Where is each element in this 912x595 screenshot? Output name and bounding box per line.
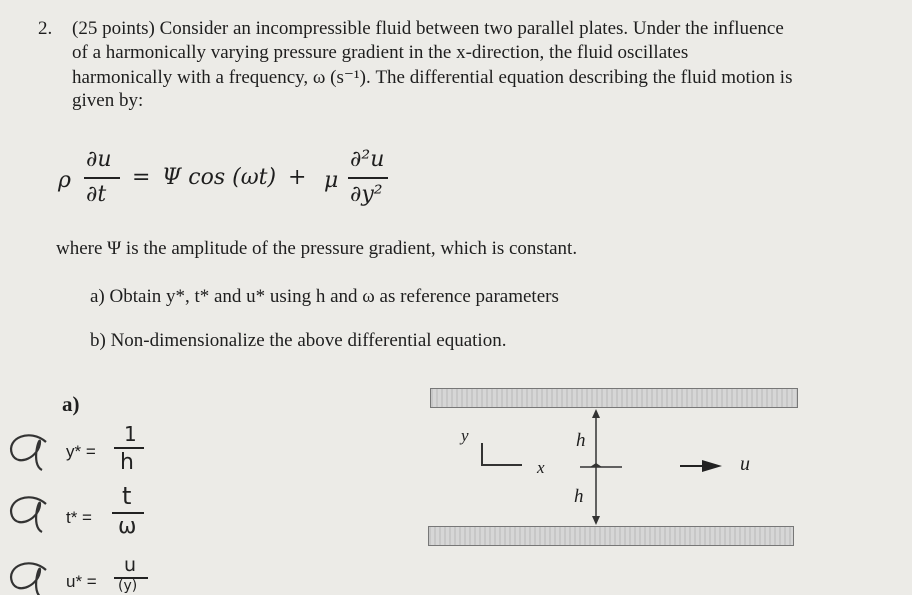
eq-rhs-fraction-bar <box>348 177 388 179</box>
eq-rho: ρ <box>58 168 71 193</box>
eq-rhs-numerator: ∂²u <box>350 147 385 172</box>
eq-plus: + <box>288 165 307 190</box>
axis-corner <box>482 443 522 465</box>
problem-text-line-3: harmonically with a frequency, ω (s⁻¹). The differential equation describing the fluid motion is <box>72 67 793 88</box>
eq-lhs-numerator: ∂u <box>86 147 112 172</box>
handwritten-mark-2 <box>11 497 46 532</box>
x-axis-label: x <box>537 458 545 477</box>
y-axis-label: y <box>461 426 469 445</box>
h-bottom-label: h <box>574 486 584 507</box>
eq-equals: = <box>132 165 151 190</box>
u-star-label: u* = <box>66 572 97 591</box>
u-velocity-label: u <box>740 453 750 475</box>
y-star-fraction-bar <box>114 447 144 449</box>
h-top-label: h <box>576 430 586 451</box>
y-star-label: y* = <box>66 442 96 461</box>
where-text: where Ψ is the amplitude of the pressure gradient, which is constant. <box>56 238 578 259</box>
h-top-arrowhead <box>592 409 600 418</box>
h-bottom-arrowhead <box>592 516 600 525</box>
handwritten-mark-1 <box>11 435 46 470</box>
problem-text-line-4: given by: <box>72 90 144 111</box>
eq-mu: μ <box>324 168 339 193</box>
problem-number: 2. <box>38 18 53 39</box>
u-star-numerator: u <box>124 554 137 576</box>
bottom-plate <box>428 526 794 546</box>
u-star-denominator: (y) <box>118 578 138 594</box>
center-tick <box>590 463 602 467</box>
y-star-numerator: 1 <box>124 422 137 446</box>
eq-rhs-denominator: ∂y² <box>350 182 383 207</box>
t-star-denominator: ω <box>118 514 137 539</box>
eq-psi-term: Ψ cos (ωt) <box>162 165 277 190</box>
part-b-text: b) Non-dimensionalize the above differential equation. <box>90 330 507 351</box>
handwritten-mark-3 <box>11 563 46 595</box>
eq-lhs-denominator: ∂t <box>86 182 107 207</box>
problem-text-line-1: (25 points) Consider an incompressible fluid between two parallel plates. Under the influence <box>72 18 784 39</box>
eq-lhs-fraction-bar <box>84 177 120 179</box>
handwritten-marks <box>0 420 60 595</box>
problem-text-line-2: of a harmonically varying pressure gradient in the x-direction, the fluid oscillates <box>72 42 689 63</box>
part-a-text: a) Obtain y*, t* and u* using h and ω as reference parameters <box>90 286 559 307</box>
answer-label: a) <box>62 392 80 416</box>
t-star-numerator: t <box>122 482 132 510</box>
y-star-denominator: h <box>120 450 134 475</box>
t-star-label: t* = <box>66 508 92 527</box>
flow-arrowhead <box>702 460 722 472</box>
